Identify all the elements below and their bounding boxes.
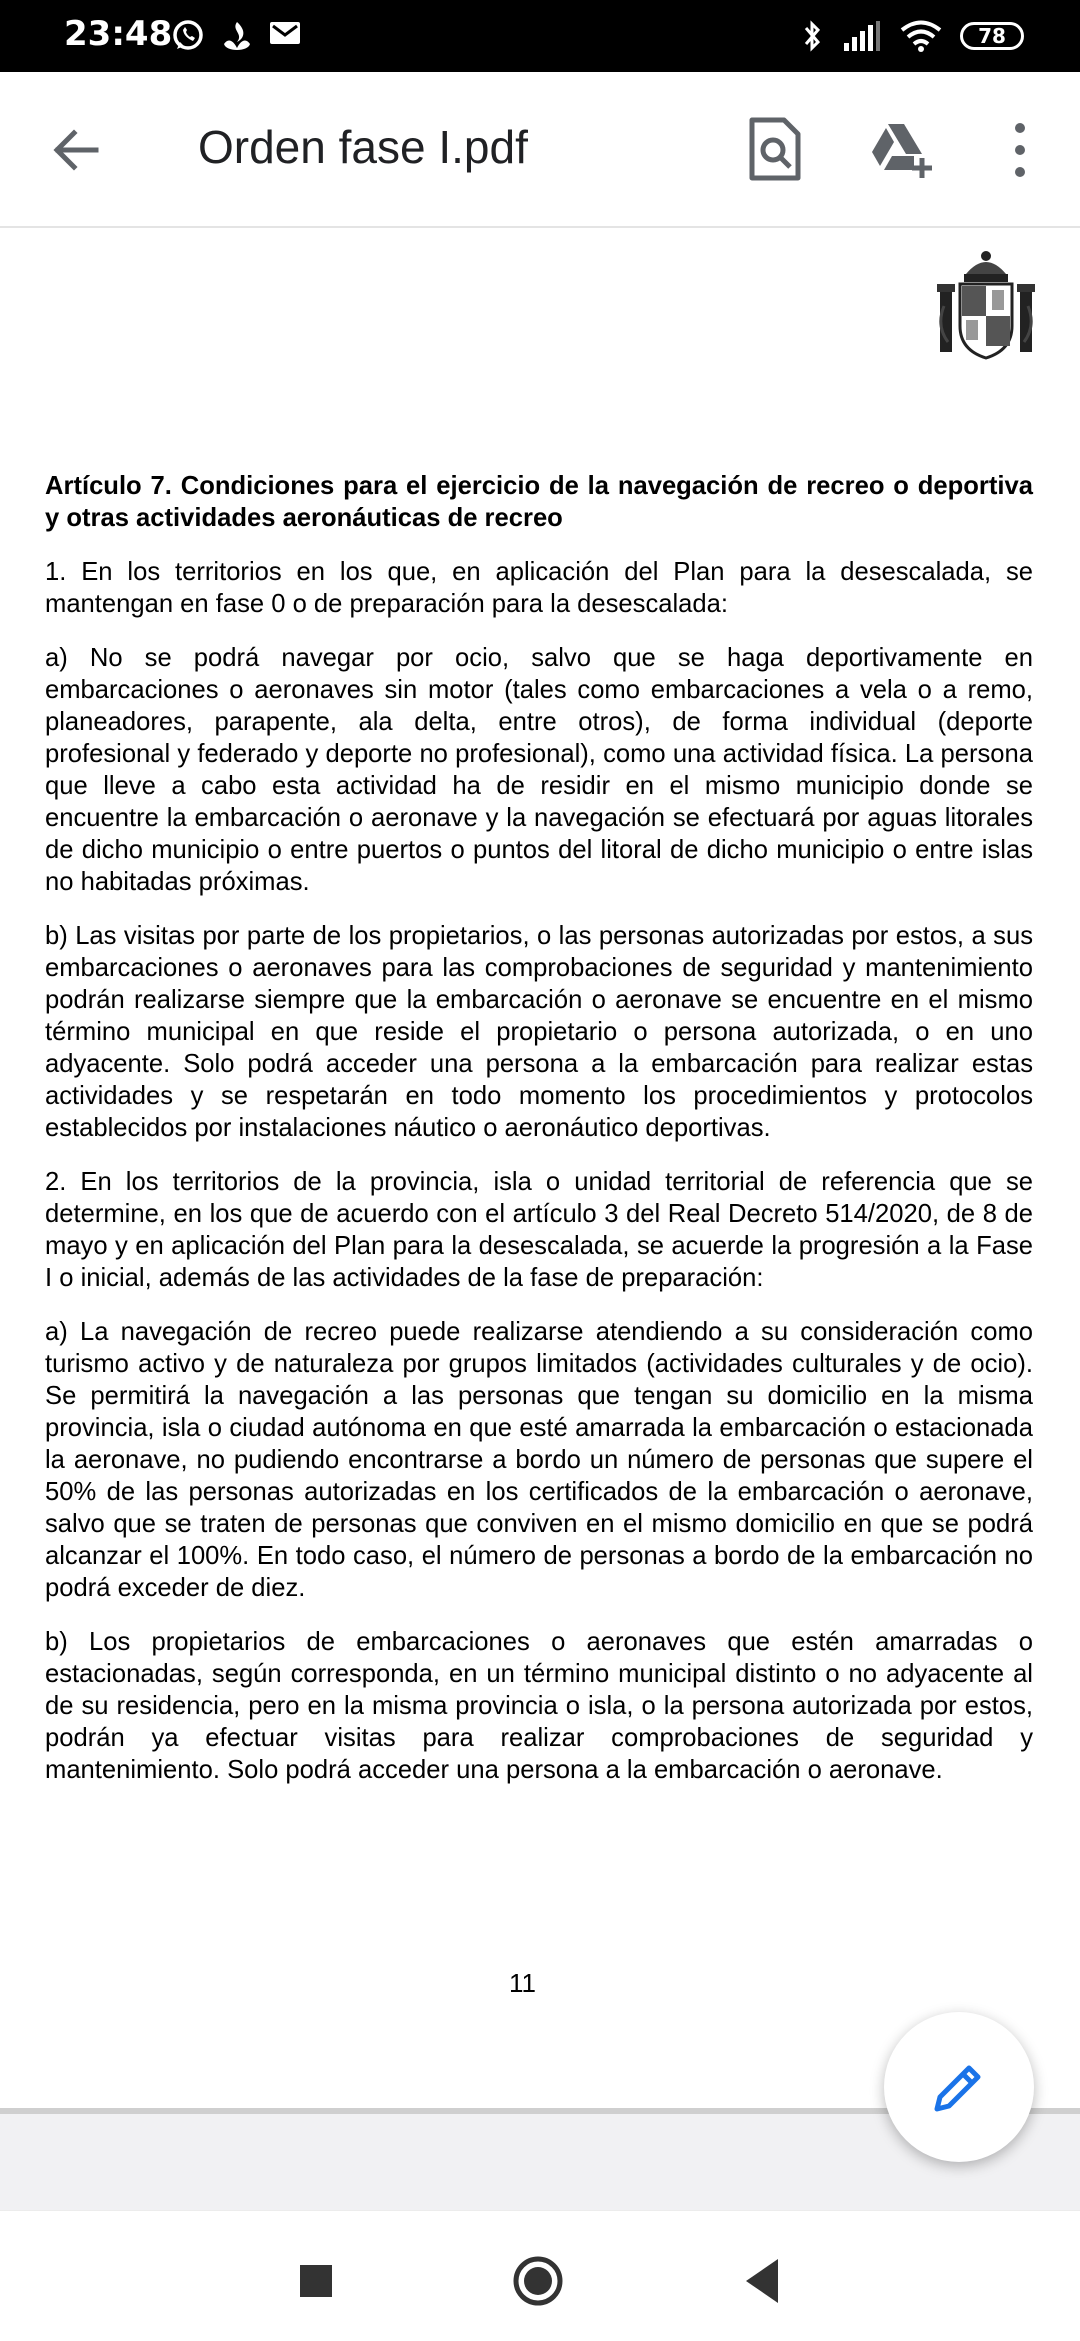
signal-icon [842, 19, 882, 53]
system-icons [800, 18, 1024, 54]
navigation-bar [0, 2210, 1080, 2341]
recents-square-icon[interactable] [300, 2265, 332, 2297]
home-circle-icon[interactable] [512, 2255, 564, 2307]
add-to-drive-icon[interactable] [870, 120, 934, 180]
bluetooth-icon [800, 18, 824, 54]
battery-level: 78 [978, 24, 1006, 48]
battery-icon [960, 22, 1024, 50]
article-heading: Artículo 7. Condiciones para el ejercicio de la navegación de recreo o deportiva y otras actividades aeronáuticas de recreo [45, 472, 1033, 532]
app-bar [0, 72, 1080, 228]
document-body [45, 470, 1033, 1808]
status-bar [0, 0, 1080, 72]
pdf-page[interactable] [0, 230, 1080, 2110]
paragraph: 2. En los territorios de la provincia, isla o unidad territorial de referencia que se determine, en los que de acuerdo con el artículo 3 del Real Decreto 514/2020, de 8 de mayo y en aplicación del Plan para la desescalada, se acuerde la progresión a la Fase I o inicial, además de las actividades de la fase de preparación: [45, 1168, 1033, 1292]
coat-of-arms-icon [936, 246, 1036, 364]
page-number: 11 [509, 1968, 536, 1998]
edit-pencil-icon [929, 2057, 989, 2117]
wifi-icon [900, 19, 942, 53]
gmail-icon [268, 18, 302, 48]
edit-fab-button[interactable] [884, 2012, 1034, 2162]
paragraph: b) Los propietarios de embarcaciones o aeronaves que estén amarradas o estacionadas, según corresponda, en un término municipal distinto o no adyacente al de su residencia, pero en la misma provincia o isla, o la persona autorizada por estos, podrán ya efectuar visitas para realizar comprobaciones de seguridad y mantenimiento. Solo podrá acceder una persona a la embarcación o aeronave. [45, 1628, 1033, 1784]
more-vert-icon[interactable] [1000, 116, 1040, 186]
santander-icon [220, 18, 254, 54]
status-time: 23:48 [64, 14, 173, 54]
notification-icons [170, 18, 302, 54]
document-title: Orden fase I.pdf [198, 121, 528, 173]
paragraph: a) No se podrá navegar por ocio, salvo que se haga deportivamente en embarcaciones o aeronaves sin motor (tales como embarcaciones a vela o a remo, planeadores, parapente, ala delta, entre otros), de forma individual (deporte profesional y federado y deporte no profesional), como una actividad física. La persona que lleve a cabo esta actividad ha de residir en el mismo municipio donde se encuentre la embarcación o aeronave y la navegación se efectuará por aguas litorales de dicho municipio o entre puertos o puntos del litoral de dicho municipio o entre islas no habitadas próximas. [45, 644, 1033, 896]
paragraph: b) Las visitas por parte de los propietarios, o las personas autorizadas por estos, a sus embarcaciones o aeronaves para las comprobaciones de seguridad y mantenimiento podrán realizarse siempre que la embarcación o aeronave se encuentre en el mismo término municipal en que reside el propietario o persona autorizada, o en uno adyacente. Solo podrá acceder una persona a la embarcación para realizar estas actividades y se respetarán en todo momento los procedimientos y protocolos establecidos por instalaciones náutico o aeronáutico deportivas. [45, 922, 1033, 1142]
paragraph: 1. En los territorios en los que, en aplicación del Plan para la desescalada, se mantengan en fase 0 o de preparación para la desescalada: [45, 558, 1033, 618]
whatsapp-icon [170, 18, 206, 54]
paragraph: a) La navegación de recreo puede realizarse atendiendo a su consideración como turismo activo y de naturaleza por grupos limitados (actividades culturales y de ocio). Se permitirá la navegación a las personas que tengan su domicilio en la misma provincia, isla o ciudad autónoma en que esté amarrada la embarcación o estacionada la aeronave, no pudiendo encontrarse a bordo un número de personas que supere el 50% de las personas autorizadas en los certificados de la embarcación o aeronave, salvo que se traten de personas que conviven en el mismo domicilio en que se podrá alcanzar el 100%. En todo caso, el número de personas a bordo de la embarcación no podrá exceder de diez. [45, 1318, 1033, 1602]
back-arrow-icon[interactable] [46, 120, 106, 180]
back-triangle-icon[interactable] [742, 2255, 782, 2307]
find-in-page-icon[interactable] [744, 116, 806, 182]
